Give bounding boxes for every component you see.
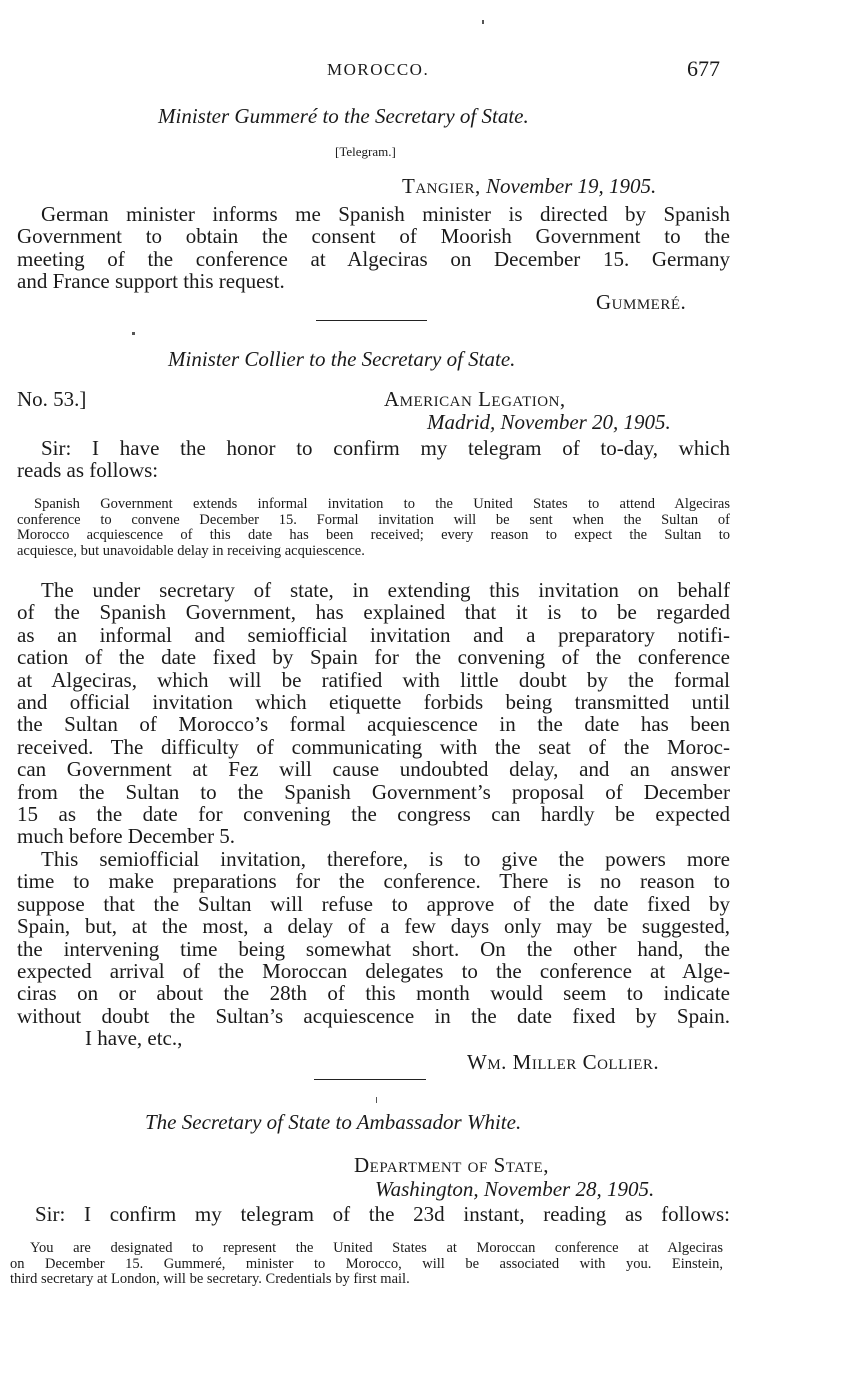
doc2-para1-line: of the Spanish Government, has explained that it is to be regarded [17, 600, 730, 625]
doc2-legation: American Legation, [384, 387, 566, 411]
scan-speck [482, 20, 484, 24]
doc2-para1-line: as an informal and semiofficial invitation and a preparatory notifi- [17, 622, 730, 647]
doc2-salutation [17, 437, 730, 482]
doc3-sir-line: Sir: I confirm my telegram of the 23d instant, reading as follows: [35, 1202, 730, 1226]
doc2-closing: I have, etc., [85, 1026, 183, 1050]
doc2-paragraph-1 [17, 579, 730, 848]
doc1-body [17, 203, 730, 293]
doc1-line: Government to obtain the consent of Moorish Government to the [17, 224, 730, 249]
doc3-department: Department of State, [354, 1153, 549, 1177]
doc2-para2-line: Spain, but, at the most, a delay of a few days only may be suggested, [17, 914, 730, 939]
doc1-line: and France support this request. [17, 269, 285, 294]
doc1-line: German minister informs me Spanish minister is directed by Spanish [41, 202, 730, 226]
doc2-title: Minister Collier to the Secretary of State. [168, 347, 516, 371]
doc3-quote-line: third secretary at London, will be secretary. Credentials by first mail. [10, 1271, 410, 1287]
doc2-para1-line: at Algeciras, which will be ratified with little doubt by the formal [17, 667, 730, 692]
doc3-quoted-telegram [10, 1241, 723, 1288]
doc2-para2-line: time to make preparations for the conference. There is no reason to [17, 869, 730, 894]
doc2-despatch-number: No. 53.] [17, 387, 87, 411]
doc2-para1-line: and official invitation which etiquette forbids being transmitted until [17, 690, 730, 715]
doc3-place-date: Washington, November 28, 1905. [375, 1177, 655, 1201]
doc1-signature: Gummeré. [596, 290, 687, 314]
page-number: 677 [687, 56, 720, 81]
doc2-para1-line: 15 as the date for convening the congress can hardly be expected [17, 802, 730, 827]
section-divider [314, 1079, 426, 1080]
doc2-paragraph-2 [17, 848, 730, 1027]
doc1-date: November 19, 1905. [486, 174, 657, 198]
doc2-para1-line: can Government at Fez will cause undoubted delay, and an answer [17, 757, 730, 782]
doc2-quote-line: Morocco acquiescence of this date has been received; every reason to expect the Sultan to [17, 527, 730, 543]
doc2-para2-line: expected arrival of the Moroccan delegates to the conference at Alge- [17, 959, 730, 984]
running-title: MOROCCO. [327, 60, 430, 79]
doc2-quote-line: conference to convene December 15. Formal invitation will be sent when the Sultan of [17, 511, 730, 528]
doc2-place-date: Madrid, November 20, 1905. [427, 410, 671, 434]
doc2-para1-line: received. The difficulty of communicating with the seat of the Moroc- [17, 734, 730, 759]
doc2-para1-line: The under secretary of state, in extending this invitation on behalf [41, 578, 730, 602]
doc3-salutation [17, 1203, 730, 1225]
doc2-signature: Wm. Miller Collier. [467, 1050, 660, 1074]
doc2-para2-line: the intervening time being somewhat short. On the other hand, the [17, 936, 730, 961]
doc2-para2-line: This semiofficial invitation, therefore, is to give the powers more [41, 847, 730, 871]
doc1-place: Tangier, [402, 174, 481, 198]
doc2-quote-line: acquiesce, but unavoidable delay in receiving acquiescence. [17, 542, 365, 559]
doc2-para2-line: ciras on or about the 28th of this month would seem to indicate [17, 981, 730, 1006]
doc1-place-date [402, 175, 656, 197]
scan-speck [132, 332, 135, 335]
doc1-line: meeting of the conference at Algeciras on December 15. Germany [17, 246, 730, 271]
doc3-quote-line: You are designated to represent the United States at Moroccan conference at Algeciras [30, 1240, 723, 1256]
doc2-quoted-telegram [17, 497, 730, 559]
doc2-para1-line: much before December 5. [17, 824, 236, 849]
doc2-para1-line: the Sultan of Morocco’s formal acquiescence in the date has been [17, 712, 730, 737]
scan-speck [376, 1097, 377, 1103]
doc2-para2-line: suppose that the Sultan will refuse to approve of the date fixed by [17, 891, 730, 916]
doc2-para1-line: from the Sultan to the Spanish Government’s proposal of December [17, 779, 730, 804]
doc2-sir-line: Sir: I have the honor to confirm my telegram of to-day, which [41, 436, 730, 460]
section-divider [316, 320, 427, 321]
doc2-para2-line: without doubt the Sultan’s acquiescence in the date fixed by Spain. [17, 1003, 730, 1028]
doc2-quote-line: Spanish Government extends informal invitation to the United States to attend Algeciras [34, 496, 730, 512]
doc3-title: The Secretary of State to Ambassador White. [145, 1110, 522, 1134]
doc1-title: Minister Gummeré to the Secretary of State. [158, 104, 529, 128]
doc1-telegram-note: [Telegram.] [335, 144, 396, 159]
doc2-para1-line: cation of the date fixed by Spain for the convening of the conference [17, 645, 730, 670]
doc2-sir-line: reads as follows: [17, 458, 159, 483]
doc3-quote-line: on December 15. Gummeré, minister to Morocco, will be associated with you. Einstein, [10, 1255, 723, 1272]
